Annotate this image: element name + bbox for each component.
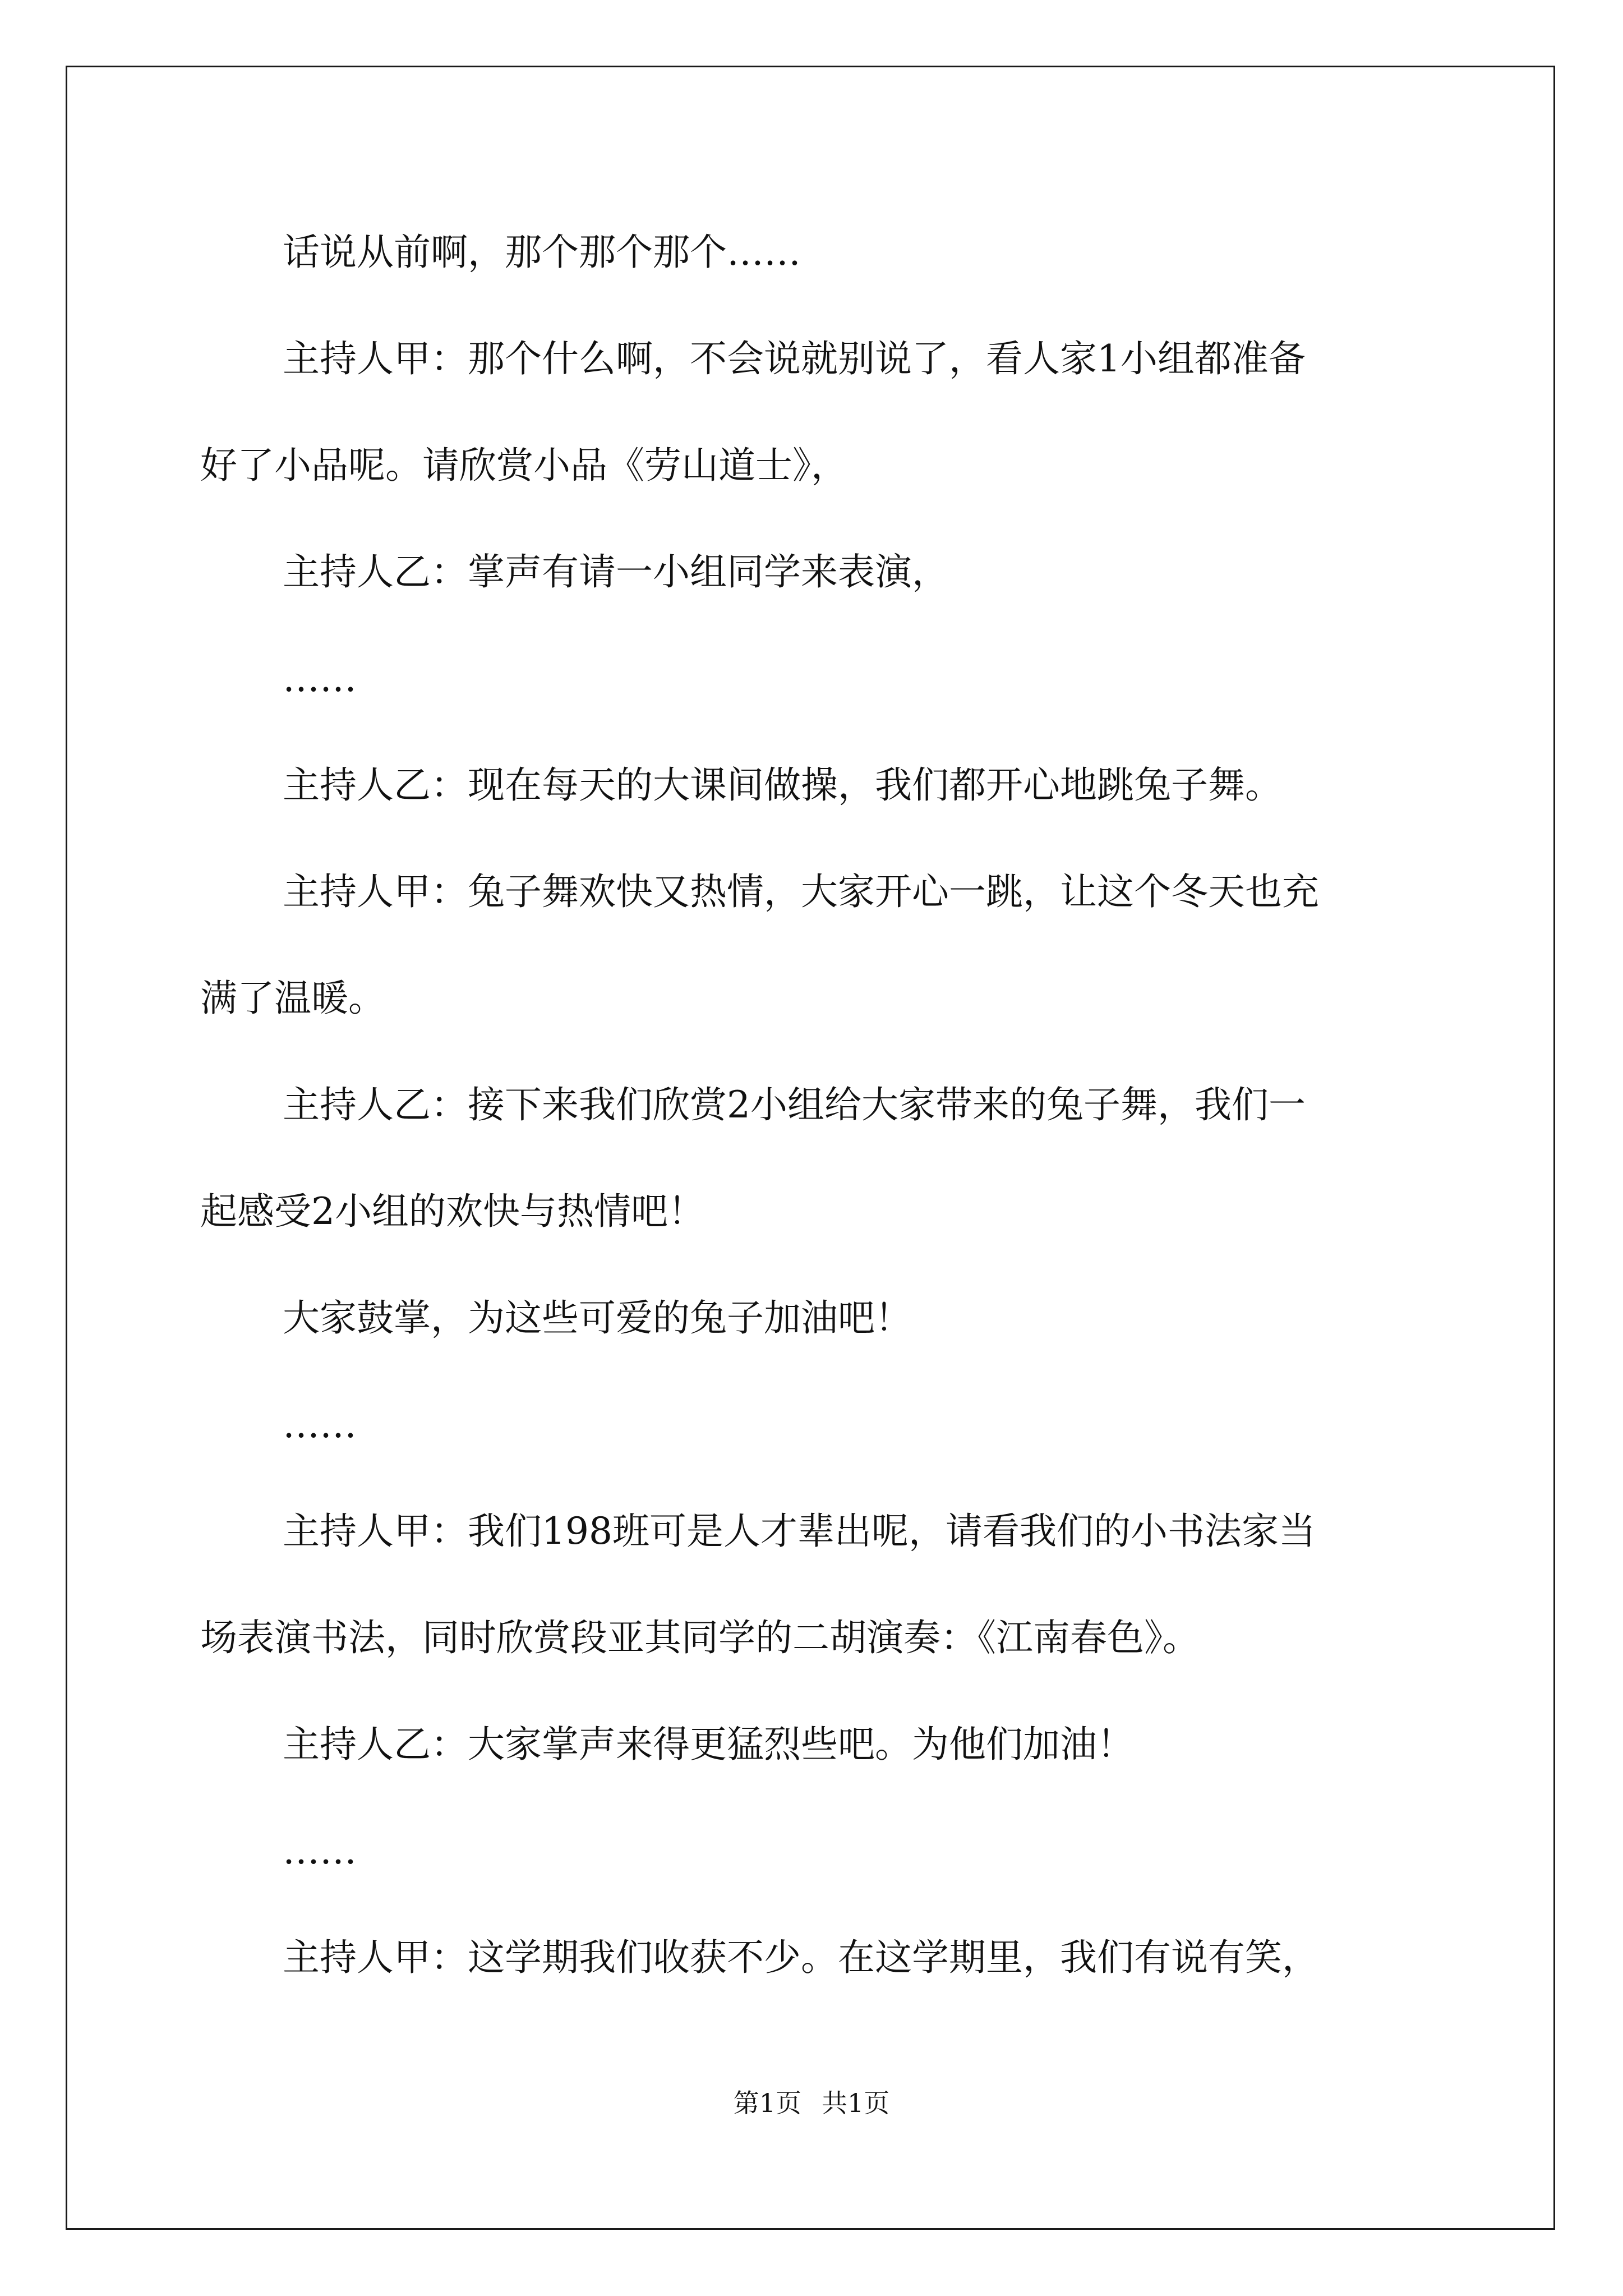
text-line: 好了小品呢。请欣赏小品《劳山道士》， xyxy=(200,444,848,487)
text-line: …… xyxy=(283,1403,357,1446)
page-total: 共1页 xyxy=(822,2088,890,2118)
text-line: …… xyxy=(283,657,357,700)
text-line: 主持人乙：现在每天的大课间做操，我们都开心地跳兔子舞。 xyxy=(283,763,1282,807)
text-line: 主持人甲：这学期我们收获不少。在这学期里，我们有说有笑， xyxy=(283,1936,1319,1979)
text-line: 主持人甲：我们198班可是人才辈出呢，请看我们的小书法家当 xyxy=(283,1510,1316,1553)
page-footer xyxy=(0,2090,1623,2116)
text-line: 满了温暖。 xyxy=(200,977,385,1020)
text-line: 大家鼓掌，为这些可爱的兔子加油吧！ xyxy=(283,1296,912,1340)
text-line: 主持人乙：掌声有请一小组同学来表演， xyxy=(283,550,949,593)
page-number: 第1页 xyxy=(733,2088,801,2118)
text-line: …… xyxy=(283,1829,357,1872)
page-border xyxy=(66,66,1555,2230)
text-line: 起感受2小组的欢快与热情吧！ xyxy=(200,1190,705,1233)
text-line: 主持人乙：大家掌声来得更猛烈些吧。为他们加油！ xyxy=(283,1723,1134,1766)
text-line: 主持人甲：兔子舞欢快又热情，大家开心一跳，让这个冬天也充 xyxy=(283,870,1319,913)
text-line: 主持人甲：那个什么啊，不会说就别说了，看人家1小组都准备 xyxy=(283,337,1306,380)
text-line: 话说从前啊，那个那个那个…… xyxy=(283,231,801,274)
text-line: 场表演书法，同时欣赏段亚其同学的二胡演奏：《江南春色》。 xyxy=(200,1616,1200,1659)
text-line: 主持人乙：接下来我们欣赏2小组给大家带来的兔子舞，我们一 xyxy=(283,1083,1306,1126)
